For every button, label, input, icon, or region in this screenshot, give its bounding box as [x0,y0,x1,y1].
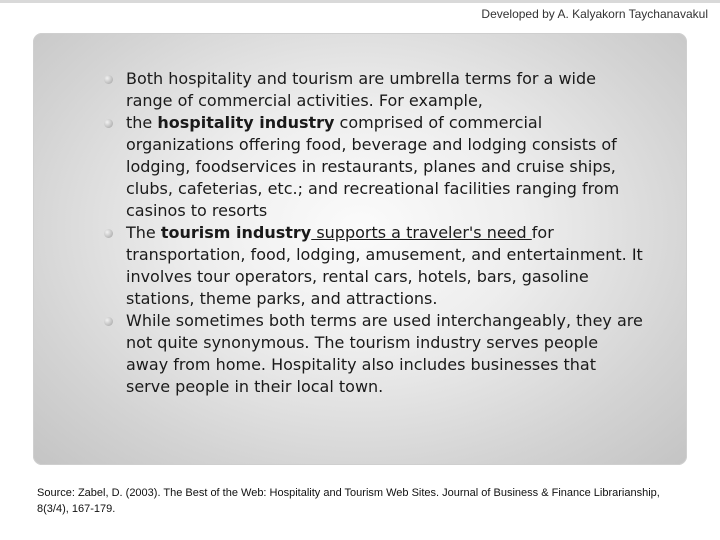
bullet-item [104,68,644,112]
bold-term: hospitality industry [157,113,335,132]
bold-term: tourism industry [160,223,312,242]
bullet-item [104,310,644,398]
bullet-item [104,222,644,310]
bullet-icon [104,317,113,326]
bullet-text: Both hospitality and tourism are umbrella terms for a wide range of commercial activities. For example, [126,69,596,110]
bullet-icon [104,119,113,128]
bullet-icon [104,229,113,238]
bullet-icon [104,75,113,84]
bullet-text: While sometimes both terms are used interchangeably, they are not quite synonymous. The tourism industry serves people away from home. Hospitality also includes businesses that serve people in their local town. [126,311,643,396]
attribution: Developed by A. Kalyakorn Taychanavakul [481,7,708,21]
bullet-text: the hospitality industry comprised of commercial organizations offering food, beverage and lodging consists of lodging, foodservices in restaurants, planes and cruise ships, clubs, cafeterias, etc.; and recreational facilities ranging from casinos to resorts [126,113,620,220]
bullet-text: The tourism industry supports a traveler's need for transportation, food, lodging, amusement, and entertainment. It involves tour operators, rental cars, hotels, bars, gasoline stations, theme parks, and attractions. [126,223,643,308]
underlined-phrase: supports a traveler's need [311,223,532,242]
top-rule [0,0,720,3]
bullet-item [104,112,644,222]
bullet-list [104,68,644,398]
source-citation: Source: Zabel, D. (2003). The Best of the Web: Hospitality and Tourism Web Sites. Journal of Business & Finance Librarianship, 8(3/4), 167-179. [37,487,660,515]
